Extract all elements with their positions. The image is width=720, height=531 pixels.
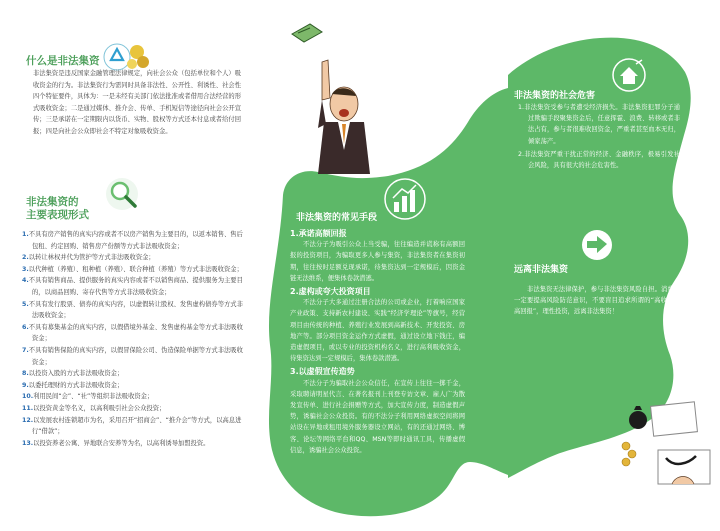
forms-list-item [22,438,247,450]
forms-title-line2: 主要表现形式 [26,209,89,221]
forms-list-item [22,415,247,438]
forms-list-item-number: 4. [22,277,29,285]
magnifier-icon [102,176,144,214]
harms-list-item [518,102,680,147]
forms-list-item-text: 以委托理财的方式非法吸收资金； [28,381,124,389]
what-body: 非法集资是违反国家金融管理法律规定，向社会公众（包括单位和个人）吸收资金的行为。非法集资行为需同时具备非法性、公开性、利诱性、社会性四个特征要件，具体为：一是未经有关部门依法批准或者借用合法经营的形式吸收资金；二是通过媒体、推介会、传单、手机短信等途径向社会公开宣传；三是承诺在一定期限内以货币、实物、股权等方式还本付息或者给付回报；四是向社会公众即社会不特定对象吸收资金。 [33,70,241,135]
forms-list-item-number: 12. [22,416,34,424]
forms-list-item-number: 1. [22,231,29,238]
forms-list-item-number: 3. [22,265,29,273]
forms-list-item [22,264,247,276]
forms-list-item [22,275,247,298]
forms-list-item-text: 以转让林权并代为管护等方式非法吸收资金； [28,254,155,262]
forms-title-line1: 非法集资的 [26,196,79,208]
forms-list-item [22,403,247,415]
means-sections [290,226,465,456]
means-section-body: 不法分子大多通过注册合法的公司或企业，打着响应国家产业政策、支持新农村建设、实践“经济学理论”等旗号，经营项目由传统的种植、养殖行业发展到高新技术、开发投资、房地产等。部分项目资金运作方式虚假，通过设立地下钱庄，编造虚假项目，或以专业的投资机构名义，进行高利吸收资金，待集资达到一定规模后，集体卷款潜逃。 [290,299,465,363]
means-title: 非法集资的常见手段 [296,213,378,223]
forms-list-item-number: 6. [22,323,29,331]
harm-title: 非法集资的社会危害 [514,91,596,101]
forms-list-item-text: 不具有销售保险的真实内容，以假冒保险公司、伪造保险单据等方式非法吸收资金； [28,346,243,366]
forms-title [26,196,89,222]
forms-list [22,229,247,449]
forms-list-item-number: 7. [22,346,29,354]
harms-list-item-number: 1. [518,104,525,111]
forms-list-item [22,380,247,392]
means-section-body: 不法分子为吸引公众上当受骗，往往编造并谎称有高额回报的投资项目，为骗取更多人参与集资，非法集资者在集资初期，往往按时足额兑现承诺，待集资达到一定规模后，因资金链无法维系，便集体卷款潜逃。 [290,241,465,282]
means-section-heading: 1.承诺高额回报 [290,229,347,238]
harms-list-item-text: 非法集资严重干扰正常的经济、金融秩序，极易引发社会风险，具有很大的社会危害性。 [524,150,680,170]
forms-list-item-number: 8. [22,370,29,378]
forms-list-item [22,368,247,380]
forms-list-item-text: 以投资养老公寓、异地联合安养等为名，以高利诱导加盟投资。 [33,439,210,447]
forms-list-item-number: 9. [22,381,29,389]
away-body-text: 非法集资无法律保护，参与非法集资风险自担。消费者一定要提高风险防范意识，不要盲目追求所谓的“高收益、高回报”，理性投资，远离非法集资！ [514,286,680,316]
money-bag-icon [612,398,716,498]
means-section-heading: 2.虚构或夸大投资项目 [290,287,371,297]
forms-list-item-number: 10. [22,393,34,401]
forms-list-item-text: 利用民间“会”、“社”等组织非法吸收资金； [33,393,154,401]
forms-list-item-number: 11. [22,404,34,412]
house-arrow-icon [612,58,646,92]
forms-list-item-text: 以代种植（养殖）、租种植（养殖）、联合种植（养殖）等方式非法吸收资金； [28,265,243,273]
forms-list-item-text: 不具有发行股票、债券的真实内容，以虚假转让股权、发售虚构债券等方式非法吸收资金； [28,300,243,320]
forms-list-item [22,252,247,264]
arrow-circle-icon [580,228,614,262]
forms-list-item [22,391,247,403]
what-title: 什么是非法集资 [26,55,100,67]
harms-list-item [518,149,680,171]
harms-list-item-text: 非法集资受参与者遭受经济损失。非法集资犯罪分子通过欺骗手段聚集资金后，任意挥霍、浪费、转移或者非法占有，参与者很难收回资金，严重者甚至血本无归，倾家荡产。 [524,104,680,145]
forms-list-item [22,345,247,368]
shouting-man-illustration [300,58,382,176]
away-title: 远离非法集资 [514,265,569,275]
away-body [514,284,680,318]
forms-list-item [22,322,247,345]
forms-list-item-number: 5. [22,300,29,308]
flying-money-icon [288,20,326,46]
means-section-body: 不法分子为骗取社会公众信任，在宣传上往往一掷千金，采取聘请明星代言、在著名报刊上刊登专访文章、雇人广为散发宣传单、进行社会捐赠等方式，加大宣传力度，制造虚假声势，诱骗社会公众投资。有的不法分子利用网络虚拟空间将网站设在异地或租用境外服务器设立网站，有的还通过网络、博客、论坛等网络平台和QQ、MSN等即时通讯工具，传播虚假信息，诱骗社会公众投资。 [290,379,465,454]
forms-list-item-text: 以投资入股的方式非法吸收资金； [28,370,124,378]
forms-list-item-number: 13. [22,439,34,447]
forms-list-item-text: 以发展农村连锁超市为名，采用召开“招商会”、“推介会”等方式，以高息进行“借款”； [32,416,242,436]
harms-list [518,102,680,173]
forms-list-item-text: 不具有销售商品、提供服务的真实内容或者不以销售商品、提供服务为主要目的，以商品回购、寄存代售等方式非法吸收资金； [28,277,243,296]
forms-list-item-text: 不具有房产销售的真实内容或者不以房产销售为主要目的，以返本销售、售后包租、约定回购、销售房产份额等方式非法吸收资金； [28,231,243,250]
forms-list-item-number: 2. [22,254,29,262]
forms-list-item [22,299,247,322]
harms-list-item-number: 2. [518,150,525,158]
forms-list-item [22,229,247,252]
forms-list-item-text: 以投资黄金等名义，以高利吸引社会公众投资； [33,404,166,412]
chart-up-icon [382,176,428,222]
means-section-heading: 3.以虚假宣传造势 [290,367,355,377]
forms-list-item-text: 不具有募集基金的真实内容，以假借境外基金、发售虚构基金等方式非法吸收资金； [28,323,243,343]
